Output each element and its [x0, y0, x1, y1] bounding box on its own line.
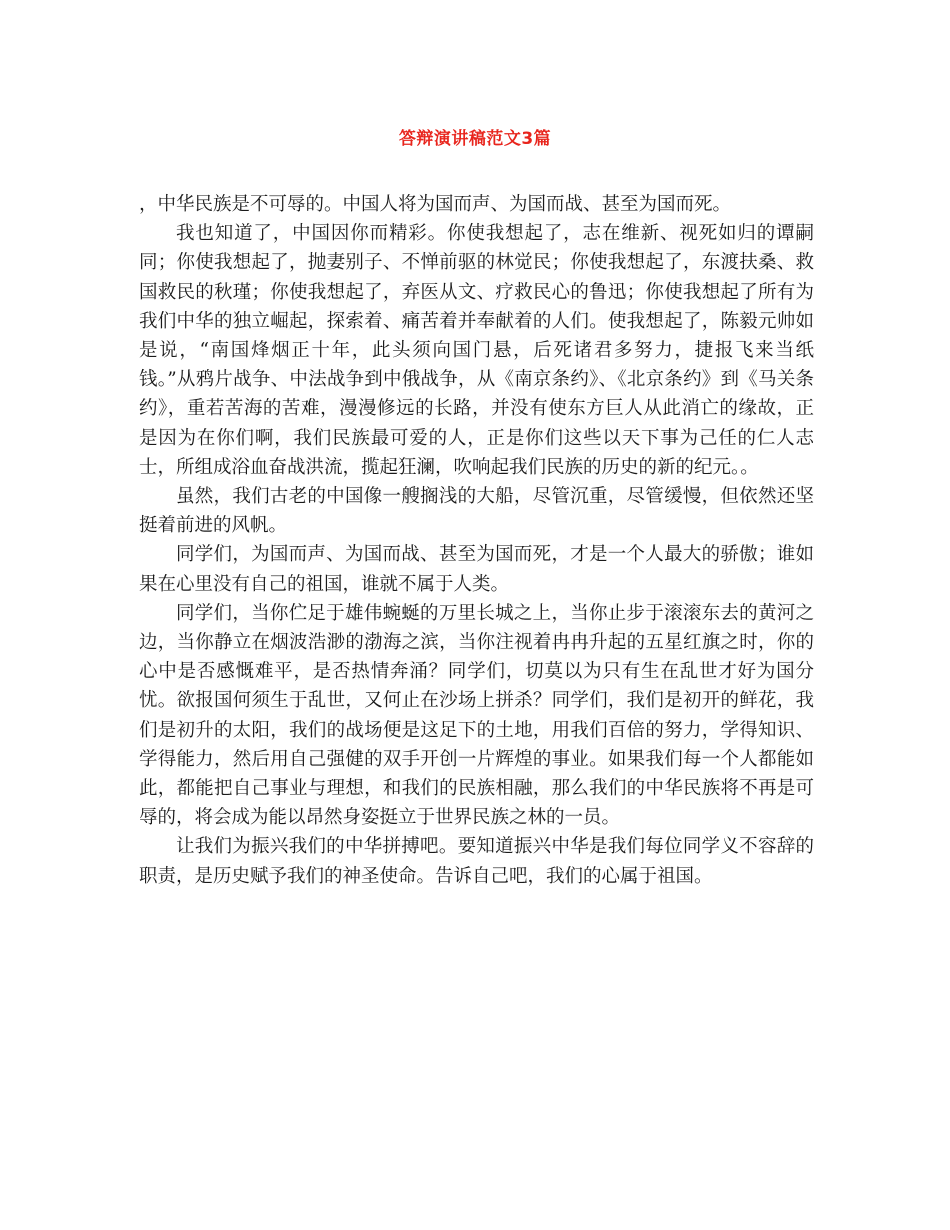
paragraph-4: 同学们，为国而声、为国而战、甚至为国而死，才是一个人最大的骄傲；谁如果在心里没有自己的祖国，谁就不属于人类。 [139, 544, 814, 595]
paragraph-3: 虽然，我们古老的中国像一艘搁浅的大船，尽管沉重，尽管缓慢，但依然还坚挺着前进的风帆。 [139, 486, 814, 537]
paragraph-5: 同学们，当你伫足于雄伟蜿蜒的万里长城之上，当你止步于滚滚东去的黄河之边，当你静立在烟波浩渺的渤海之滨，当你注视着冉冉升起的五星红旗之时，你的心中是否感慨难平，是否热情奔涌？同学们，切莫以为只有生在乱世才好为国分忧。欲报国何须生于乱世，又何止在沙场上拼杀？同学们，我们是初开的鲜花，我们是初升的太阳，我们的战场便是这足下的土地，用我们百倍的努力，学得知识、学得能力，然后用自己强健的双手开创一片辉煌的事业。如果我们每一个人都能如此，都能把自己事业与理想，和我们的民族相融，那么我们的中华民族将不再是可辱的，将会成为能以昂然身姿挺立于世界民族之林的一员。 [139, 602, 814, 829]
paragraph-2: 我也知道了，中国因你而精彩。你使我想起了，志在维新、视死如归的谭嗣同；你使我想起了，抛妻别子、不惮前驱的林觉民；你使我想起了，东渡扶桑、救国救民的秋瑾；你使我想起了，弃医从文、疗救民心的鲁迅；你使我想起了所有为我们中华的独立崛起，探索着、痛苦着并奉献着的人们。使我想起了，陈毅元帅如是说，“南国烽烟正十年，此头须向国门悬，后死诸君多努力，捷报飞来当纸钱。”从鸦片战争、中法战争到中俄战争，从《南京条约》、《北京条约》到《马关条约》，重若苦海的苦难，漫漫修远的长路，并没有使东方巨人从此消亡的缘故，正是因为在你们啊，我们民族最可爱的人，正是你们这些以天下事为己任的仁人志士，所组成浴血奋战洪流，揽起狂澜，吹响起我们民族的历史的新的纪元。。 [139, 223, 814, 478]
paragraph-6: 让我们为振兴我们的中华拼搏吧。要知道振兴中华是我们每位同学义不容辞的职责，是历史赋予我们的神圣使命。告诉自己吧，我们的心属于祖国。 [139, 836, 814, 887]
document-title: 答辩演讲稿范文3篇 [398, 129, 552, 149]
paragraph-1: ，中华民族是不可辱的。中国人将为国而声、为国而战、甚至为国而死。 [139, 194, 732, 215]
document-body [139, 190, 814, 891]
